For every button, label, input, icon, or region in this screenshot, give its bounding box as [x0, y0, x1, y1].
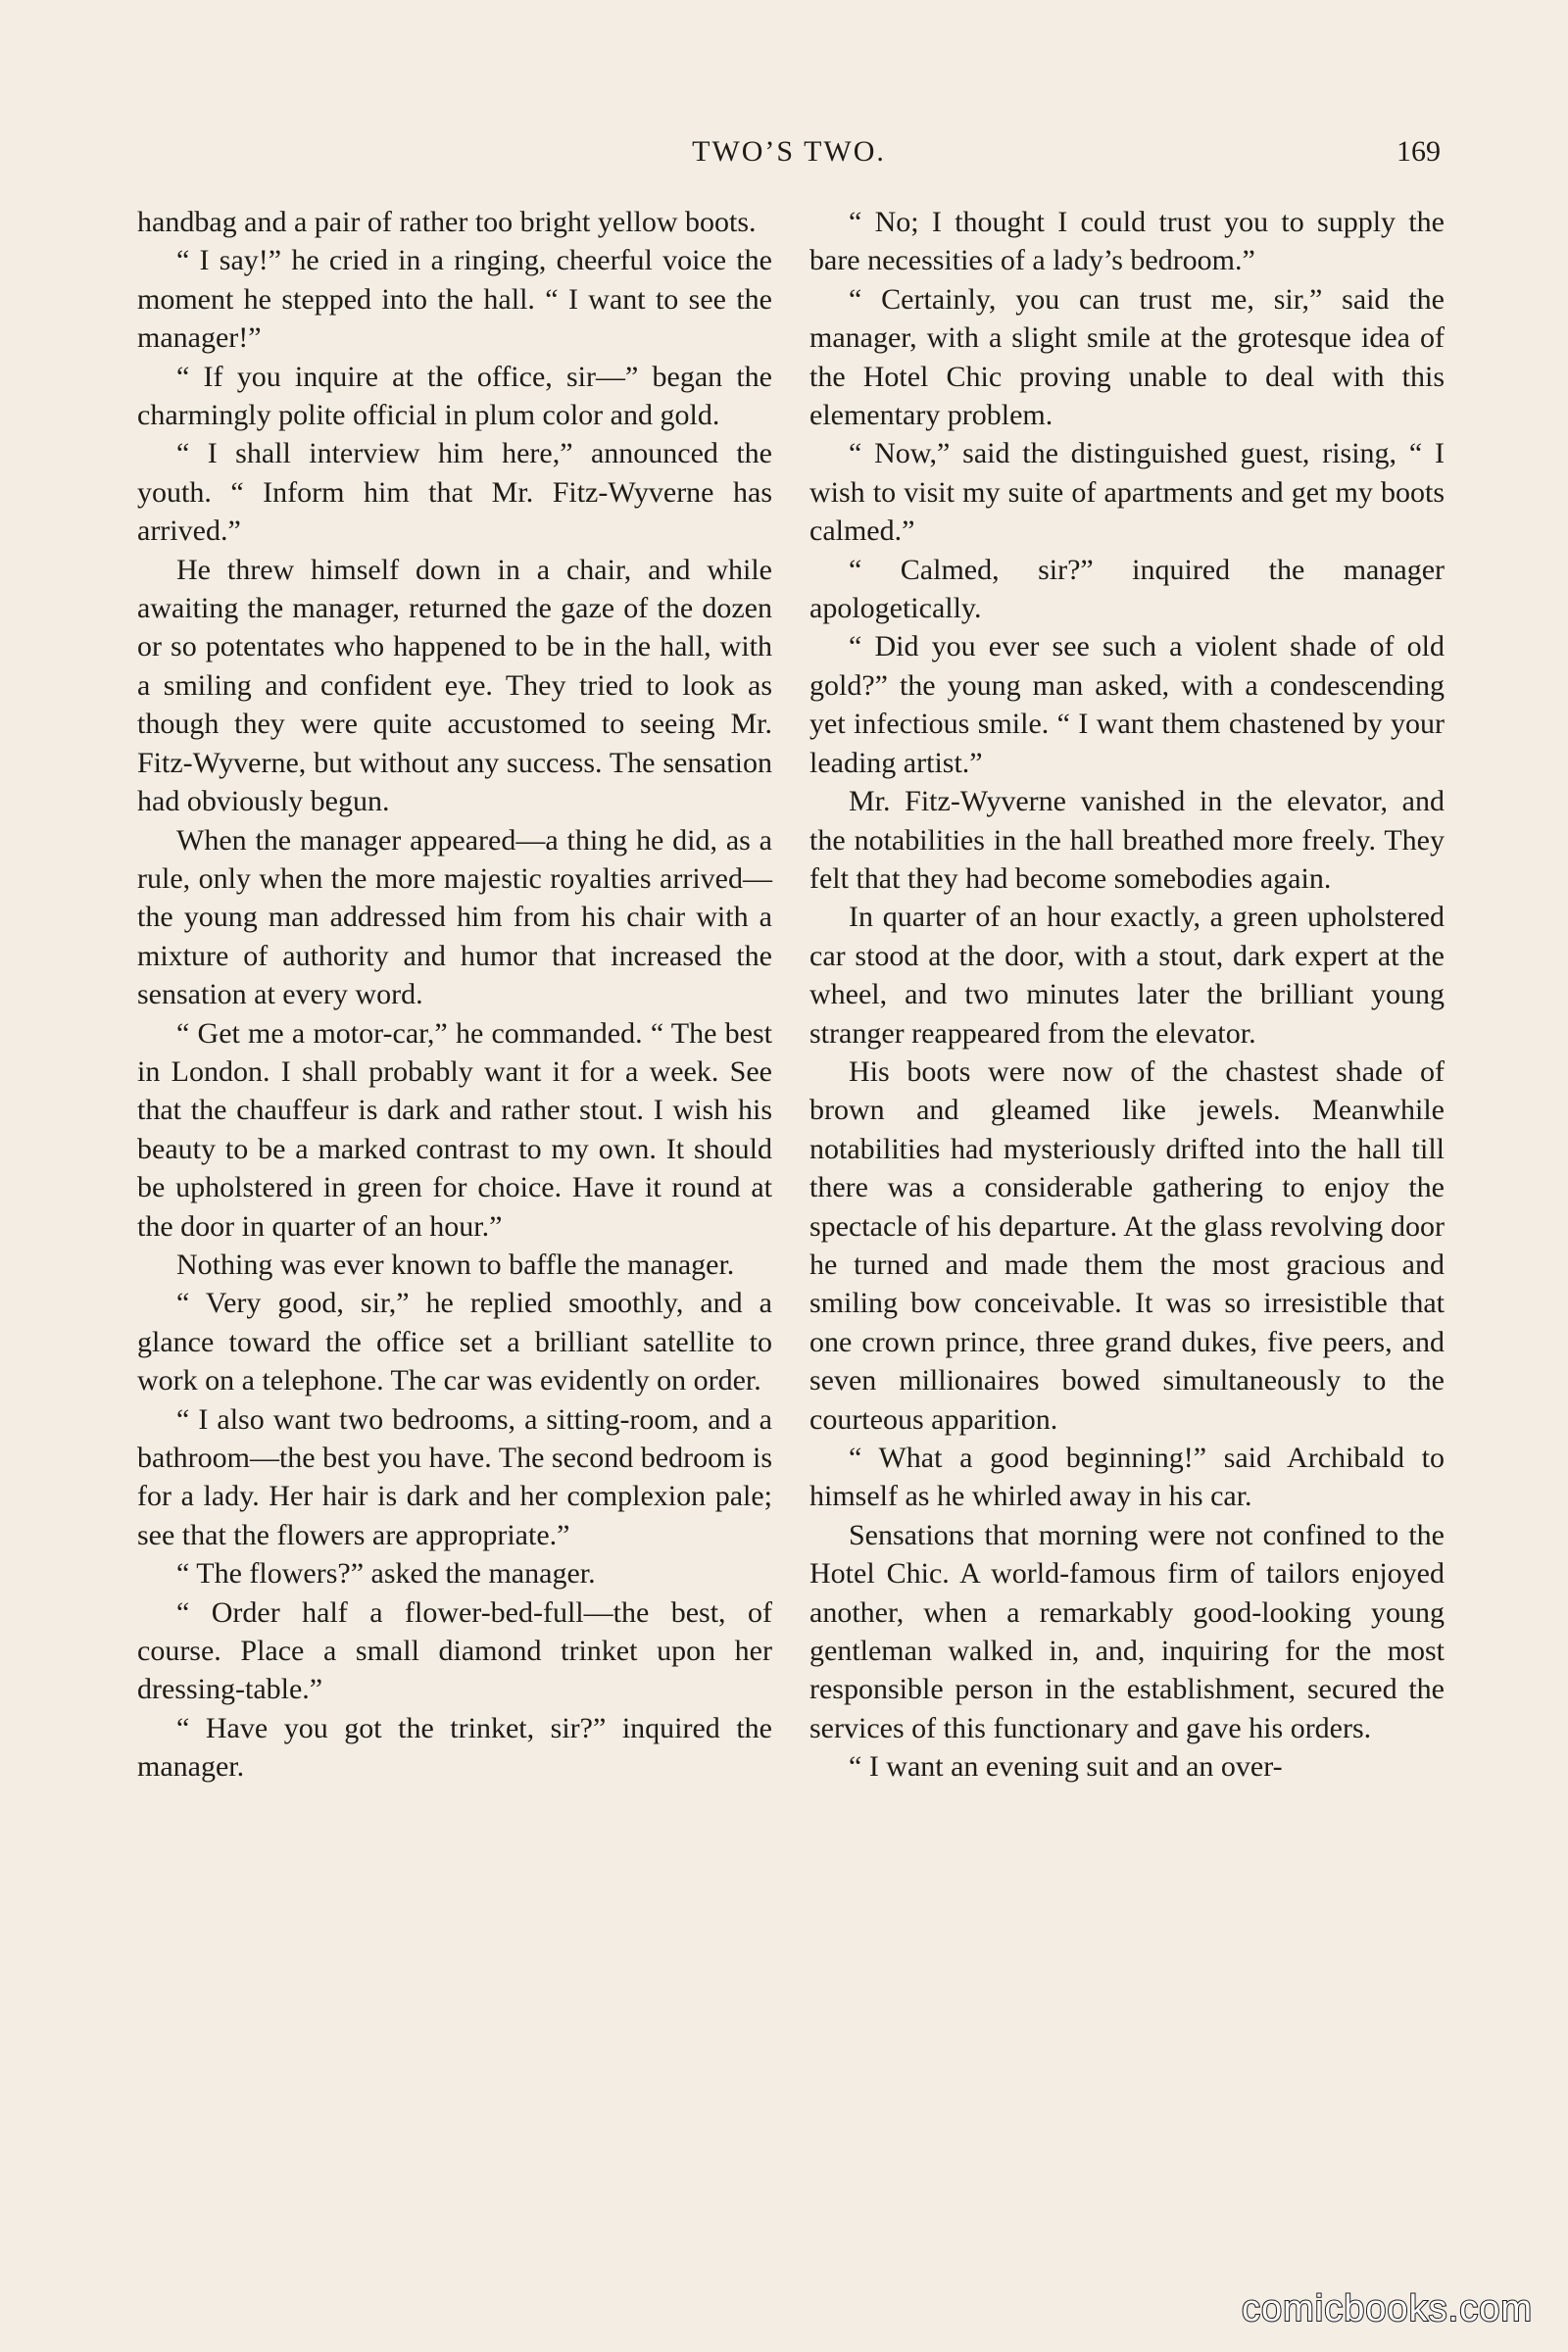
- paragraph: “ Get me a motor-car,” he commanded. “ The best in London. I shall probably want it for a week. See that the chauffeur is dark and rather stout. I wish his beauty to be a marked contrast to my own. It should be upholstered in green for choice. Have it round at the door in quarter of an hour.”: [137, 1016, 772, 1243]
- watermark: comicbooks.com: [1242, 2288, 1533, 2329]
- running-head: [137, 129, 1441, 178]
- page-number: 169: [1396, 135, 1441, 168]
- paragraph: His boots were now of the chastest shade of brown and gleamed like jewels. Meanwhile notabilities had mysteriously drifted into the hall till there was a considerable gathering to enjoy the spectacle of his departure. At the glass revolving door he turned and made them the most gracious and smiling bow conceivable. It was so irresistible that one crown prince, three grand dukes, five peers, and seven millionaires bowed simultaneously to the courteous apparition.: [809, 1054, 1445, 1436]
- paragraph: “ I shall interview him here,” announced the youth. “ Inform him that Mr. Fitz-Wyverne has arrived.”: [137, 437, 772, 548]
- paragraph: “ I say!” he cried in a ringing, cheerful voice the moment he stepped into the hall. “ I want to see the manager!”: [137, 244, 772, 355]
- paragraph: “ Order half a flower-bed-full—the best, of course. Place a small diamond trinket upon her dressing-table.”: [137, 1595, 772, 1706]
- paragraph: When the manager appeared—a thing he did, as a rule, only when the more majestic royalties arrived—the young man addressed him from his chair with a mixture of authority and humor that increased the sensation at every word.: [137, 823, 772, 1011]
- paragraph: “ Did you ever see such a violent shade of old gold?” the young man asked, with a condescending yet infectious smile. “ I want them chastened by your leading artist.”: [809, 630, 1445, 779]
- paragraph: “ Certainly, you can trust me, sir,” said the manager, with a slight smile at the grotesque idea of the Hotel Chic proving unable to deal with this elementary problem.: [809, 282, 1445, 432]
- right-column: [809, 203, 1445, 1787]
- paragraph: “ Now,” said the distinguished guest, rising, “ I wish to visit my suite of apartments and get my boots calmed.”: [809, 437, 1445, 548]
- paragraph: “ Calmed, sir?” inquired the manager apologetically.: [809, 553, 1445, 625]
- paragraph: “ I want an evening suit and an over-: [849, 1750, 1283, 1784]
- paragraph: “ No; I thought I could trust you to supply the bare necessities of a lady’s bedroom.”: [809, 206, 1445, 277]
- paragraph: “ Very good, sir,” he replied smoothly, and a glance toward the office set a brilliant satellite to work on a telephone. The car was evidently on order.: [137, 1287, 772, 1397]
- left-column: [137, 203, 772, 1787]
- running-title: TWO’S TWO.: [692, 135, 886, 168]
- paragraph: “ If you inquire at the office, sir—” began the charmingly polite official in plum color and gold.: [137, 360, 772, 432]
- paragraph: He threw himself down in a chair, and while awaiting the manager, returned the gaze of the dozen or so potentates who happened to be in the hall, with a smiling and confident eye. They tried to look as though they were quite accustomed to seeing Mr. Fitz-Wyverne, but without any success. The sensation had obviously begun.: [137, 553, 772, 818]
- paragraph: Sensations that morning were not confined to the Hotel Chic. A world-famous firm of tailors enjoyed another, when a remarkably good-looking young gentleman walked in, and, inquiring for the most responsible person in the establishment, secured the services of this functionary and gave his orders.: [809, 1518, 1445, 1744]
- paragraph: “ Have you got the trinket, sir?” inquired the manager.: [137, 1711, 772, 1784]
- paragraph: Mr. Fitz-Wyverne vanished in the elevator, and the notabilities in the hall breathed more freely. They felt that they had become somebodies again.: [809, 785, 1445, 895]
- paragraph: “ The flowers?” asked the manager.: [176, 1557, 596, 1591]
- paragraph: In quarter of an hour exactly, a green upholstered car stood at the door, with a stout, dark expert at the wheel, and two minutes later the brilliant young stranger reappeared from the elevator.: [809, 901, 1445, 1050]
- paragraph: “ What a good beginning!” said Archibald to himself as he whirled away in his car.: [809, 1442, 1445, 1513]
- paragraph: “ I also want two bedrooms, a sitting-room, and a bathroom—the best you have. The second bedroom is for a lady. Her hair is dark and her complexion pale; see that the flowers are appropriate.”: [137, 1402, 772, 1551]
- paragraph: handbag and a pair of rather too bright yellow boots.: [137, 206, 757, 238]
- paragraph: Nothing was ever known to baffle the manager.: [176, 1248, 735, 1281]
